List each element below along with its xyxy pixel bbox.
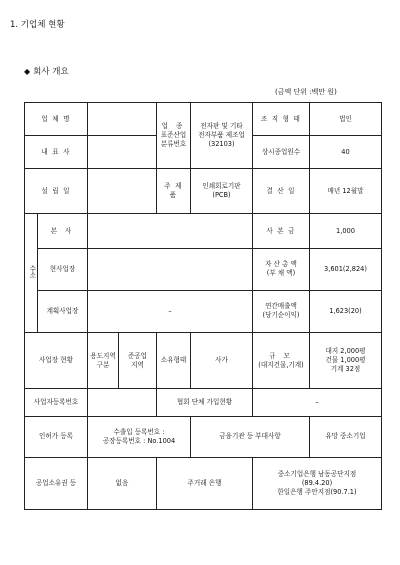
zone-value-1: 준공업: [127, 351, 148, 360]
license-value-2: 공장등록번호 : No.1004: [102, 436, 176, 445]
company-overview-table: [24, 102, 382, 510]
zone-value-2: 지역: [131, 360, 144, 369]
table-row: [25, 168, 382, 213]
planned-value: –: [88, 290, 253, 332]
table-row: [25, 457, 382, 509]
finance-value: 유망 중소기업: [310, 416, 382, 457]
scale-label-1: 규 모: [269, 351, 293, 360]
bank-value-3: 한일은행 주안지점(90.7.1): [277, 487, 357, 496]
scale-value-1: 대지 2,000평: [325, 347, 366, 356]
regno-value: [88, 389, 157, 416]
scale-label: [253, 332, 310, 389]
site-value: [88, 248, 253, 290]
company-name-value: [88, 103, 157, 136]
license-label: 인허가 등록: [25, 416, 88, 457]
scale-value-2: 건물 1,000평: [325, 356, 366, 365]
table-row: [25, 214, 382, 248]
table-row: [25, 389, 382, 416]
capital-label: 사 본 금: [253, 214, 310, 248]
assoc-value: –: [253, 389, 382, 416]
site-label: 현사업장: [38, 248, 88, 290]
fiscal-value: 매년 12월말: [310, 168, 382, 213]
location-label: [25, 214, 38, 332]
table-row: [25, 416, 382, 457]
product-value: [191, 168, 253, 213]
assoc-label: 협회 단체 가입현황: [157, 389, 253, 416]
bank-label: 주거래 은행: [157, 457, 253, 509]
employees-value: 40: [310, 135, 382, 168]
ceo-value: [88, 135, 157, 168]
scale-value-3: 기계 32점: [330, 364, 361, 373]
product-label: 주 제 품: [157, 168, 191, 213]
capital-value: 1,000: [310, 214, 382, 248]
industry-value-3: (32103): [208, 139, 235, 148]
industry-value: [191, 103, 253, 169]
black-diamond-icon: ◆: [24, 67, 31, 76]
bank-value-1: 중소기업은행 남동공단지점: [277, 469, 357, 478]
employees-label: 상시종업원수: [253, 135, 310, 168]
sales-value: 1,623(20): [310, 290, 382, 332]
ip-value: 없음: [88, 457, 157, 509]
table-row: [25, 248, 382, 290]
product-value-2: (PCB): [212, 191, 231, 200]
ownership-label: 소유형태: [157, 332, 191, 389]
industry-value-2: 전자부품 제조업: [198, 131, 245, 140]
ownership-value: 사가: [191, 332, 253, 389]
license-value-1: 수출입 등록번호 :: [113, 427, 165, 436]
bank-value: [253, 457, 382, 509]
assets-value: 3,601(2,824): [310, 248, 382, 290]
location-label-text: 수소: [27, 264, 36, 279]
finance-label: 금융기관 등 부대사항: [191, 416, 310, 457]
sales-label: [253, 290, 310, 332]
ceo-label: 내 표 사: [25, 135, 88, 168]
planned-label: 계획사업장: [38, 290, 88, 332]
table-row: [25, 103, 382, 136]
subsection-heading: [24, 65, 69, 77]
table-row: [25, 290, 382, 332]
industry-value-1: 전자판 및 기타: [200, 122, 243, 131]
zone-value: [119, 332, 157, 389]
founded-value: [88, 168, 157, 213]
bank-value-2: (89.4.20): [301, 478, 333, 487]
industry-label-bottom-1: 표준산업: [160, 131, 187, 140]
zoning-label-1: 용도지역: [90, 351, 116, 360]
product-value-1: 인쇄회로기판: [202, 182, 241, 191]
assets-label-1: 자 산 총 액: [265, 260, 297, 269]
company-name-label: 업 체 명: [25, 103, 88, 136]
hq-value: [88, 214, 253, 248]
zoning-label-2: 구분: [96, 360, 110, 369]
license-value: [88, 416, 191, 457]
assets-label: [253, 248, 310, 290]
sales-label-2: (당기순이익): [262, 311, 300, 320]
assets-label-2: (부 채 액): [266, 269, 296, 278]
unit-note: (금액 단위 :백만 원): [275, 88, 337, 96]
fiscal-label: 결 산 일: [253, 168, 310, 213]
sales-label-1: 연간매출액: [265, 302, 297, 311]
scale-label-2: (대지건물,기계): [258, 360, 304, 369]
status-label: 사업장 현황: [25, 332, 88, 389]
org-type-value: 법인: [310, 103, 382, 136]
hq-label: 본 사: [38, 214, 88, 248]
zoning-label: [88, 332, 119, 389]
ip-label: 공업소유권 등: [25, 457, 88, 509]
table-row: [25, 332, 382, 389]
section-heading: 1. 기업체 현황: [10, 20, 65, 30]
org-type-label: 조 직 형 태: [253, 103, 310, 136]
industry-label: [157, 103, 191, 169]
industry-label-bottom-2: 분류번호: [160, 139, 187, 148]
scale-value: [310, 332, 382, 389]
industry-label-top: 업 종: [161, 122, 186, 131]
regno-label: 사업자등록번호: [25, 389, 88, 416]
founded-label: 설 립 일: [25, 168, 88, 213]
subsection-heading-text: 회사 개요: [33, 67, 69, 77]
